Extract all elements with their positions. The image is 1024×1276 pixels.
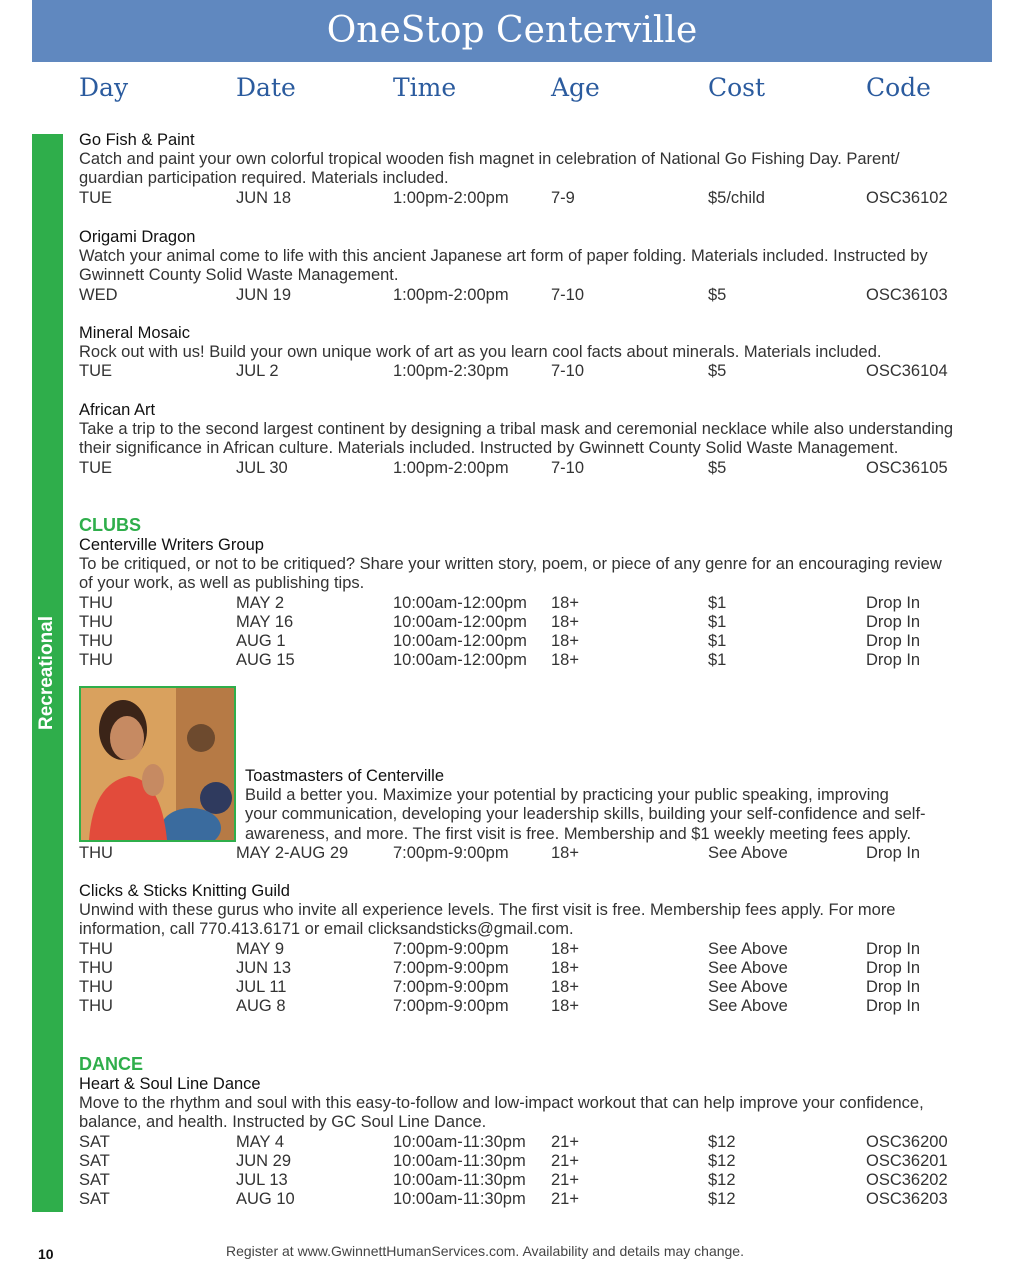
cell-age: 21+ xyxy=(551,1171,579,1189)
program-description: Unwind with these gurus who invite all experience levels. The first visit is free. Membership fees apply. For more xyxy=(79,901,896,920)
schedule-row xyxy=(79,997,979,1016)
cell-age: 7-9 xyxy=(551,188,575,207)
cell-date: MAY 4 xyxy=(236,1132,284,1151)
schedule-row xyxy=(79,1190,979,1209)
cell-code: Drop In xyxy=(866,593,921,612)
cell-date: AUG 8 xyxy=(236,997,286,1016)
cell-cost: See Above xyxy=(708,843,788,862)
cell-code: OSC36200 xyxy=(866,1132,948,1151)
schedule-row xyxy=(79,613,979,632)
cell-cost: $5 xyxy=(708,285,727,304)
page-title: OneStop Centerville xyxy=(32,0,992,62)
cell-day: SAT xyxy=(79,1132,110,1151)
cell-cost: $12 xyxy=(708,1190,736,1209)
program-description: awareness, and more. The first visit is free. Membership and $1 weekly meeting fees apply. xyxy=(245,824,912,843)
program-title: African Art xyxy=(79,401,156,419)
cell-age: 21+ xyxy=(551,1132,579,1151)
cell-code: OSC36104 xyxy=(866,362,948,381)
cell-cost: $1 xyxy=(708,651,727,670)
program-description: Take a trip to the second largest continent by designing a tribal mask and ceremonial necklace while also understanding xyxy=(79,420,954,439)
toastmasters-photo xyxy=(79,686,236,842)
cell-time: 7:00pm-9:00pm xyxy=(393,843,509,862)
section-heading: DANCE xyxy=(79,1054,144,1074)
cell-day: TUE xyxy=(79,362,112,381)
schedule-row xyxy=(79,978,979,997)
cell-time: 7:00pm-9:00pm xyxy=(393,958,509,977)
cell-code: Drop In xyxy=(866,843,921,862)
cell-day: THU xyxy=(79,958,113,977)
program-title: Go Fish & Paint xyxy=(79,131,195,149)
schedule-row xyxy=(79,1171,979,1190)
cell-cost: $5/child xyxy=(708,188,765,207)
cell-code: Drop In xyxy=(866,958,921,977)
program-description: balance, and health. Instructed by GC Soul Line Dance. xyxy=(79,1113,487,1132)
cell-age: 18+ xyxy=(551,593,579,612)
cell-day: THU xyxy=(79,939,113,958)
cell-date: JUN 19 xyxy=(236,285,292,304)
program-description: information, call 770.413.6171 or email clicksandsticks@gmail.com. xyxy=(79,920,574,939)
cell-cost: $12 xyxy=(708,1151,736,1170)
cell-cost: See Above xyxy=(708,939,788,958)
schedule-row xyxy=(79,632,979,651)
cell-time: 10:00am-12:00pm xyxy=(393,593,527,612)
cell-cost: See Above xyxy=(708,978,788,996)
cell-day: SAT xyxy=(79,1171,110,1189)
program-title: Heart & Soul Line Dance xyxy=(79,1075,261,1093)
cell-time: 1:00pm-2:00pm xyxy=(393,188,509,207)
category-label: Recreational xyxy=(36,615,57,731)
column-header-age: Age xyxy=(551,73,600,102)
schedule-row xyxy=(79,651,979,670)
cell-cost: $1 xyxy=(708,632,727,650)
cell-cost: $12 xyxy=(708,1132,736,1151)
cell-date: JUL 11 xyxy=(236,978,287,996)
cell-time: 7:00pm-9:00pm xyxy=(393,978,509,996)
cell-age: 18+ xyxy=(551,843,579,862)
cell-day: THU xyxy=(79,593,113,612)
cell-age: 18+ xyxy=(551,612,579,631)
cell-cost: $12 xyxy=(708,1171,736,1189)
cell-age: 7-10 xyxy=(551,458,585,477)
cell-code: Drop In xyxy=(866,939,921,958)
cell-time: 10:00am-11:30pm xyxy=(393,1171,526,1189)
column-header-date: Date xyxy=(236,73,296,102)
cell-age: 7-10 xyxy=(551,285,585,304)
cell-age: 21+ xyxy=(551,1190,579,1209)
cell-time: 10:00am-12:00pm xyxy=(393,632,527,650)
page-number: 10 xyxy=(38,1246,54,1262)
cell-cost: $1 xyxy=(708,612,727,631)
cell-date: JUL 2 xyxy=(236,362,279,381)
program-title: Mineral Mosaic xyxy=(79,324,190,342)
cell-date: JUN 13 xyxy=(236,958,292,977)
program-description: Rock out with us! Build your own unique work of art as you learn cool facts about minerals. Materials included. xyxy=(79,343,882,362)
cell-date: JUL 30 xyxy=(236,458,288,477)
column-header-time: Time xyxy=(393,73,457,102)
cell-code: Drop In xyxy=(866,612,921,631)
program-description: their significance in African culture. Materials included. Instructed by Gwinnett County Solid Waste Management. xyxy=(79,439,899,458)
cell-date: AUG 15 xyxy=(236,651,295,670)
cell-day: SAT xyxy=(79,1190,110,1209)
schedule-row xyxy=(79,459,979,478)
column-header-day: Day xyxy=(79,73,129,102)
column-header-code: Code xyxy=(866,73,931,102)
cell-time: 1:00pm-2:00pm xyxy=(393,458,509,477)
cell-date: MAY 16 xyxy=(236,612,294,631)
program-description: guardian participation required. Materials included. xyxy=(79,169,449,188)
cell-day: THU xyxy=(79,843,113,862)
column-header-cost: Cost xyxy=(708,73,766,102)
cell-time: 7:00pm-9:00pm xyxy=(393,939,509,958)
cell-date: AUG 1 xyxy=(236,632,286,650)
cell-age: 21+ xyxy=(551,1151,579,1170)
cell-date: JUN 18 xyxy=(236,188,292,207)
cell-age: 18+ xyxy=(551,958,579,977)
cell-age: 18+ xyxy=(551,997,579,1016)
schedule-row xyxy=(79,844,979,863)
cell-time: 1:00pm-2:00pm xyxy=(393,285,509,304)
program-description: Gwinnett County Solid Waste Management. xyxy=(79,266,399,285)
schedule-row xyxy=(79,286,979,305)
schedule-row xyxy=(79,1152,979,1171)
program-description: To be critiqued, or not to be critiqued? Share your written story, poem, or piece of any genre for an encouraging review xyxy=(79,555,942,574)
cell-cost: See Above xyxy=(708,997,788,1016)
cell-code: Drop In xyxy=(866,978,921,996)
cell-time: 10:00am-11:30pm xyxy=(393,1190,526,1209)
cell-age: 18+ xyxy=(551,939,579,958)
cell-day: THU xyxy=(79,632,113,650)
cell-code: Drop In xyxy=(866,632,921,650)
cell-time: 10:00am-12:00pm xyxy=(393,651,527,670)
cell-date: JUN 29 xyxy=(236,1151,292,1170)
cell-date: JUL 13 xyxy=(236,1171,288,1189)
program-title: Clicks & Sticks Knitting Guild xyxy=(79,882,290,900)
program-title: Centerville Writers Group xyxy=(79,536,264,554)
cell-code: OSC36203 xyxy=(866,1190,948,1209)
schedule-row xyxy=(79,594,979,613)
cell-cost: $5 xyxy=(708,458,727,477)
program-description: of your work, as well as publishing tips. xyxy=(79,574,365,593)
cell-day: WED xyxy=(79,285,118,304)
footer-text: Register at www.GwinnettHumanServices.com. Availability and details may change. xyxy=(226,1243,744,1259)
cell-time: 10:00am-11:30pm xyxy=(393,1132,526,1151)
schedule-row xyxy=(79,1133,979,1152)
cell-age: 18+ xyxy=(551,978,579,996)
cell-code: OSC36105 xyxy=(866,458,948,477)
program-description: Watch your animal come to life with this ancient Japanese art form of paper folding. Materials included. Instructed by xyxy=(79,247,928,266)
cell-age: 18+ xyxy=(551,651,579,670)
cell-code: OSC36103 xyxy=(866,285,948,304)
cell-age: 18+ xyxy=(551,632,579,650)
cell-time: 10:00am-12:00pm xyxy=(393,612,527,631)
cell-time: 7:00pm-9:00pm xyxy=(393,997,509,1016)
cell-code: OSC36202 xyxy=(866,1171,948,1189)
cell-code: OSC36201 xyxy=(866,1151,948,1170)
section-heading: CLUBS xyxy=(79,515,141,535)
cell-date: MAY 2-AUG 29 xyxy=(236,843,349,862)
schedule-row xyxy=(79,959,979,978)
program-description: your communication, developing your leadership skills, building your self-confidence and self- xyxy=(245,805,926,824)
cell-day: SAT xyxy=(79,1151,110,1170)
cell-date: MAY 2 xyxy=(236,593,284,612)
cell-day: THU xyxy=(79,651,113,670)
cell-date: MAY 9 xyxy=(236,939,284,958)
program-description: Catch and paint your own colorful tropical wooden fish magnet in celebration of National Go Fishing Day. Parent/ xyxy=(79,150,900,169)
program-title: Origami Dragon xyxy=(79,228,196,246)
cell-cost: See Above xyxy=(708,958,788,977)
schedule-row xyxy=(79,362,979,381)
woman-clapping-photo-icon xyxy=(81,688,234,840)
cell-time: 1:00pm-2:30pm xyxy=(393,362,509,381)
cell-day: TUE xyxy=(79,188,112,207)
program-description: Move to the rhythm and soul with this easy-to-follow and low-impact workout that can help improve your confidence, xyxy=(79,1094,924,1113)
cell-code: Drop In xyxy=(866,997,921,1016)
cell-cost: $5 xyxy=(708,362,727,381)
cell-day: TUE xyxy=(79,458,112,477)
cell-day: THU xyxy=(79,978,113,996)
cell-date: AUG 10 xyxy=(236,1190,295,1209)
cell-code: Drop In xyxy=(866,651,921,670)
cell-code: OSC36102 xyxy=(866,188,948,207)
cell-age: 7-10 xyxy=(551,362,585,381)
program-title: Toastmasters of Centerville xyxy=(245,767,444,785)
schedule-row xyxy=(79,189,979,208)
cell-day: THU xyxy=(79,612,113,631)
cell-cost: $1 xyxy=(708,593,727,612)
cell-time: 10:00am-11:30pm xyxy=(393,1151,526,1170)
program-description: Build a better you. Maximize your potential by practicing your public speaking, improving xyxy=(245,786,889,805)
schedule-row xyxy=(79,940,979,959)
cell-day: THU xyxy=(79,997,113,1016)
